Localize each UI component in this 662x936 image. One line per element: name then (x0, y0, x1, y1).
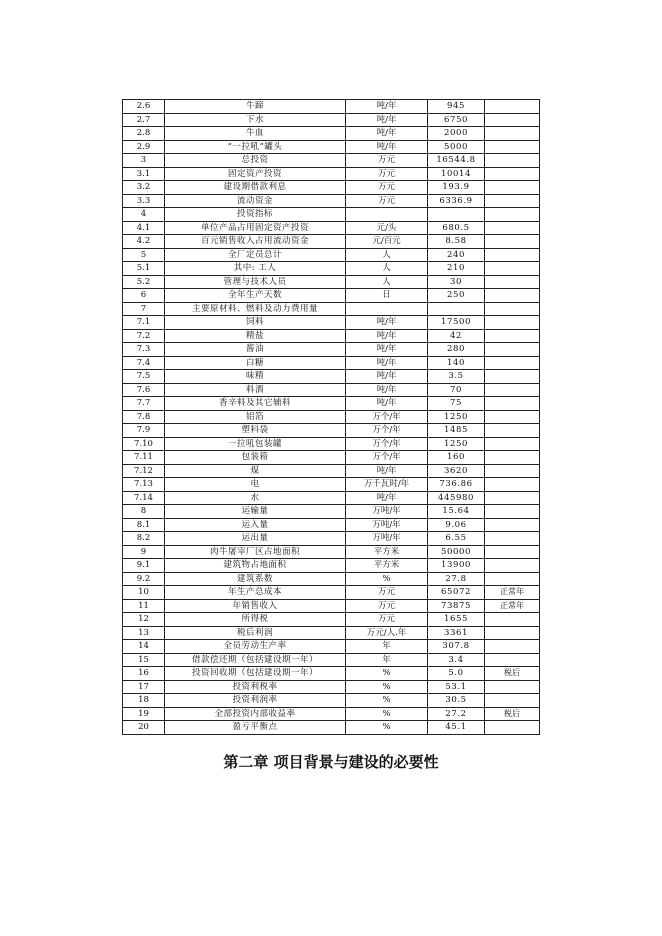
row-item: 水 (165, 491, 346, 505)
row-unit: 平方米 (346, 545, 428, 559)
row-unit: % (346, 694, 428, 708)
table-row (123, 154, 540, 168)
row-note (485, 248, 540, 262)
table-row (123, 235, 540, 249)
row-note (485, 113, 540, 127)
row-note (485, 194, 540, 208)
row-item: 包装箱 (165, 451, 346, 465)
row-number: 2.8 (123, 127, 165, 141)
row-note (485, 424, 540, 438)
row-number: 2.9 (123, 140, 165, 154)
table-row (123, 464, 540, 478)
row-unit: 吨/年 (346, 316, 428, 330)
row-item: 精盐 (165, 329, 346, 343)
row-item: 投资利润率 (165, 694, 346, 708)
row-note: 税后 (485, 667, 540, 681)
row-value: 17500 (428, 316, 485, 330)
row-item: 运出量 (165, 532, 346, 546)
row-item: 管理与技术人员 (165, 275, 346, 289)
table-row (123, 329, 540, 343)
row-number: 3.2 (123, 181, 165, 195)
table-row (123, 397, 540, 411)
row-value: 1655 (428, 613, 485, 627)
row-item: 流动资金 (165, 194, 346, 208)
table-row (123, 383, 540, 397)
row-note (485, 680, 540, 694)
row-note (485, 478, 540, 492)
row-item: 铝箔 (165, 410, 346, 424)
table-row (123, 167, 540, 181)
chapter-title: 第二章 项目背景与建设的必要性 (223, 753, 439, 771)
row-unit: 万个/年 (346, 410, 428, 424)
row-item: 料酒 (165, 383, 346, 397)
row-value: 1250 (428, 437, 485, 451)
row-value: 193.9 (428, 181, 485, 195)
row-value: 6750 (428, 113, 485, 127)
row-note (485, 518, 540, 532)
row-value: 307.8 (428, 640, 485, 654)
row-value: 3.5 (428, 370, 485, 384)
row-unit: 万元 (346, 613, 428, 627)
row-unit: 吨/年 (346, 370, 428, 384)
row-note (485, 316, 540, 330)
table-row (123, 451, 540, 465)
row-number: 7.13 (123, 478, 165, 492)
table-row (123, 181, 540, 195)
row-note (485, 464, 540, 478)
row-item: 酱油 (165, 343, 346, 357)
row-unit: 吨/年 (346, 343, 428, 357)
row-number: 5 (123, 248, 165, 262)
table-row (123, 289, 540, 303)
row-value: 5.0 (428, 667, 485, 681)
row-note (485, 100, 540, 114)
row-unit: 吨/年 (346, 329, 428, 343)
row-number: 11 (123, 599, 165, 613)
row-item: 肉牛屠宰厂区占地面积 (165, 545, 346, 559)
row-note (485, 410, 540, 424)
table-row (123, 127, 540, 141)
row-value: 75 (428, 397, 485, 411)
row-note: 税后 (485, 707, 540, 721)
row-note (485, 127, 540, 141)
row-note (485, 154, 540, 168)
row-unit: 万吨/年 (346, 505, 428, 519)
table-row (123, 721, 540, 735)
table-row (123, 545, 540, 559)
table-row (123, 437, 540, 451)
row-unit: 万元 (346, 194, 428, 208)
row-number: 17 (123, 680, 165, 694)
row-unit: 万个/年 (346, 437, 428, 451)
table-row (123, 680, 540, 694)
row-value (428, 302, 485, 316)
row-unit: 年 (346, 653, 428, 667)
row-item: 建筑物占地面积 (165, 559, 346, 573)
row-item: 投资回收期（包括建设期一年） (165, 667, 346, 681)
row-item: 运入量 (165, 518, 346, 532)
row-unit: % (346, 707, 428, 721)
row-number: 7.5 (123, 370, 165, 384)
table-row (123, 248, 540, 262)
row-number: 2.7 (123, 113, 165, 127)
row-value: 680.5 (428, 221, 485, 235)
table-row (123, 559, 540, 573)
row-note (485, 559, 540, 573)
row-item: 味精 (165, 370, 346, 384)
row-unit: 元/百元 (346, 235, 428, 249)
row-unit: 元/头 (346, 221, 428, 235)
row-value: 445980 (428, 491, 485, 505)
table-row (123, 518, 540, 532)
row-note (485, 532, 540, 546)
row-unit: % (346, 680, 428, 694)
row-unit: 万吨/年 (346, 532, 428, 546)
row-unit: 万个/年 (346, 424, 428, 438)
row-number: 7.12 (123, 464, 165, 478)
row-note (485, 613, 540, 627)
table-row (123, 572, 540, 586)
row-value: 70 (428, 383, 485, 397)
row-value: 50000 (428, 545, 485, 559)
row-number: 7.7 (123, 397, 165, 411)
row-note (485, 505, 540, 519)
row-item: 其中: 工人 (165, 262, 346, 276)
row-unit: 万元/人.年 (346, 626, 428, 640)
table-row (123, 505, 540, 519)
table-row (123, 140, 540, 154)
row-note (485, 275, 540, 289)
row-value: 10014 (428, 167, 485, 181)
row-item: 盈亏平衡点 (165, 721, 346, 735)
row-value: 280 (428, 343, 485, 357)
table-row (123, 613, 540, 627)
row-number: 7.1 (123, 316, 165, 330)
table-row (123, 343, 540, 357)
row-note (485, 329, 540, 343)
table-row (123, 424, 540, 438)
table-row (123, 532, 540, 546)
row-number: 3 (123, 154, 165, 168)
row-note: 正常年 (485, 599, 540, 613)
row-number: 7.14 (123, 491, 165, 505)
row-number: 9 (123, 545, 165, 559)
table-row (123, 302, 540, 316)
row-number: 4.2 (123, 235, 165, 249)
table-row (123, 262, 540, 276)
row-value: 1250 (428, 410, 485, 424)
row-unit: 吨/年 (346, 464, 428, 478)
row-item: 年销售收入 (165, 599, 346, 613)
row-item: “一拉吼”罐头 (165, 140, 346, 154)
row-unit (346, 302, 428, 316)
row-value: 27.8 (428, 572, 485, 586)
row-number: 6 (123, 289, 165, 303)
row-value: 15.64 (428, 505, 485, 519)
row-note (485, 370, 540, 384)
row-note (485, 437, 540, 451)
row-note (485, 208, 540, 222)
row-number: 10 (123, 586, 165, 600)
row-value: 3620 (428, 464, 485, 478)
row-number: 3.3 (123, 194, 165, 208)
row-value: 73875 (428, 599, 485, 613)
row-number: 7.11 (123, 451, 165, 465)
row-note (485, 721, 540, 735)
table-row (123, 370, 540, 384)
row-note (485, 383, 540, 397)
row-value: 42 (428, 329, 485, 343)
row-note (485, 343, 540, 357)
table-row (123, 491, 540, 505)
row-item: 全厂定员总计 (165, 248, 346, 262)
row-value: 6336.9 (428, 194, 485, 208)
row-note (485, 694, 540, 708)
row-note (485, 572, 540, 586)
table-row (123, 586, 540, 600)
table-row (123, 356, 540, 370)
table-row (123, 275, 540, 289)
row-number: 20 (123, 721, 165, 735)
row-value: 3.4 (428, 653, 485, 667)
table-row (123, 208, 540, 222)
row-value: 240 (428, 248, 485, 262)
row-unit: 人 (346, 275, 428, 289)
row-unit: 万元 (346, 586, 428, 600)
row-unit: 人 (346, 262, 428, 276)
table-row (123, 316, 540, 330)
row-item: 百元销售收入占用流动资金 (165, 235, 346, 249)
row-note (485, 167, 540, 181)
row-value: 30 (428, 275, 485, 289)
row-item: 单位产品占用固定资产投资 (165, 221, 346, 235)
indicator-table (122, 99, 540, 735)
row-value: 5000 (428, 140, 485, 154)
row-item: 主要原材料、燃料及动力费用量 (165, 302, 346, 316)
row-item: 香辛料及其它辅料 (165, 397, 346, 411)
row-value: 1485 (428, 424, 485, 438)
row-unit: % (346, 572, 428, 586)
row-item: 全部投资内部收益率 (165, 707, 346, 721)
row-value: 6.55 (428, 532, 485, 546)
row-number: 2.6 (123, 100, 165, 114)
row-number: 7.10 (123, 437, 165, 451)
row-unit: 万个/年 (346, 451, 428, 465)
table-row (123, 599, 540, 613)
row-unit: 吨/年 (346, 127, 428, 141)
row-value: 210 (428, 262, 485, 276)
row-value: 53.1 (428, 680, 485, 694)
row-value: 736.86 (428, 478, 485, 492)
row-unit: 万元 (346, 181, 428, 195)
row-number: 5.1 (123, 262, 165, 276)
row-note (485, 640, 540, 654)
row-value (428, 208, 485, 222)
row-unit (346, 208, 428, 222)
row-note (485, 491, 540, 505)
row-number: 3.1 (123, 167, 165, 181)
row-number: 7 (123, 302, 165, 316)
table-row (123, 478, 540, 492)
row-unit: 吨/年 (346, 383, 428, 397)
row-number: 7.4 (123, 356, 165, 370)
row-item: 牛血 (165, 127, 346, 141)
row-note (485, 221, 540, 235)
row-unit: 吨/年 (346, 113, 428, 127)
row-item: 饲料 (165, 316, 346, 330)
row-value: 2000 (428, 127, 485, 141)
row-item: 下水 (165, 113, 346, 127)
row-number: 7.3 (123, 343, 165, 357)
row-note (485, 262, 540, 276)
row-item: 所得税 (165, 613, 346, 627)
row-unit: 万吨/年 (346, 518, 428, 532)
row-number: 8 (123, 505, 165, 519)
row-number: 14 (123, 640, 165, 654)
row-number: 18 (123, 694, 165, 708)
row-note (485, 356, 540, 370)
row-item: 一拉吼包装罐 (165, 437, 346, 451)
row-item: 全员劳动生产率 (165, 640, 346, 654)
table-row (123, 113, 540, 127)
row-number: 9.2 (123, 572, 165, 586)
row-unit: 吨/年 (346, 491, 428, 505)
row-item: 借款偿还期（包括建设期一年） (165, 653, 346, 667)
row-unit: 吨/年 (346, 100, 428, 114)
row-note (485, 451, 540, 465)
row-number: 7.8 (123, 410, 165, 424)
row-note (485, 653, 540, 667)
row-note (485, 235, 540, 249)
row-number: 15 (123, 653, 165, 667)
row-unit: % (346, 667, 428, 681)
row-number: 12 (123, 613, 165, 627)
row-number: 4 (123, 208, 165, 222)
row-unit: 万元 (346, 599, 428, 613)
row-note (485, 181, 540, 195)
row-value: 3361 (428, 626, 485, 640)
row-item: 全年生产天数 (165, 289, 346, 303)
row-note (485, 545, 540, 559)
row-unit: 吨/年 (346, 397, 428, 411)
row-value: 13900 (428, 559, 485, 573)
row-item: 固定资产投资 (165, 167, 346, 181)
table-row (123, 626, 540, 640)
row-value: 140 (428, 356, 485, 370)
table-row (123, 667, 540, 681)
table-row (123, 694, 540, 708)
row-number: 7.6 (123, 383, 165, 397)
row-unit: 吨/年 (346, 356, 428, 370)
row-item: 年生产总成本 (165, 586, 346, 600)
row-note: 正常年 (485, 586, 540, 600)
row-value: 65072 (428, 586, 485, 600)
row-number: 13 (123, 626, 165, 640)
row-value: 8.58 (428, 235, 485, 249)
row-item: 白糖 (165, 356, 346, 370)
row-unit: 万千瓦时/年 (346, 478, 428, 492)
row-number: 8.1 (123, 518, 165, 532)
table-row (123, 707, 540, 721)
row-item: 塑料袋 (165, 424, 346, 438)
row-note (485, 626, 540, 640)
row-unit: 吨/年 (346, 140, 428, 154)
row-item: 投资指标 (165, 208, 346, 222)
row-item: 建筑系数 (165, 572, 346, 586)
row-number: 16 (123, 667, 165, 681)
row-item: 建设期借款利息 (165, 181, 346, 195)
row-unit: 平方米 (346, 559, 428, 573)
row-value: 160 (428, 451, 485, 465)
row-unit: 年 (346, 640, 428, 654)
table-row (123, 640, 540, 654)
table-row (123, 194, 540, 208)
row-number: 19 (123, 707, 165, 721)
table-row (123, 410, 540, 424)
row-number: 7.9 (123, 424, 165, 438)
row-value: 250 (428, 289, 485, 303)
row-number: 5.2 (123, 275, 165, 289)
row-note (485, 302, 540, 316)
row-item: 总投资 (165, 154, 346, 168)
row-value: 30.5 (428, 694, 485, 708)
row-number: 8.2 (123, 532, 165, 546)
row-note (485, 397, 540, 411)
row-number: 9.1 (123, 559, 165, 573)
row-unit: 万元 (346, 154, 428, 168)
row-value: 9.06 (428, 518, 485, 532)
row-unit: 万元 (346, 167, 428, 181)
row-value: 16544.8 (428, 154, 485, 168)
table-row (123, 100, 540, 114)
row-unit: % (346, 721, 428, 735)
row-item: 运输量 (165, 505, 346, 519)
row-note (485, 289, 540, 303)
table-row (123, 653, 540, 667)
row-unit: 日 (346, 289, 428, 303)
row-item: 煤 (165, 464, 346, 478)
indicator-table-body (123, 100, 540, 735)
row-value: 27.2 (428, 707, 485, 721)
table-row (123, 221, 540, 235)
row-item: 税后利润 (165, 626, 346, 640)
row-value: 45.1 (428, 721, 485, 735)
row-item: 投资利税率 (165, 680, 346, 694)
row-item: 电 (165, 478, 346, 492)
row-number: 4.1 (123, 221, 165, 235)
row-number: 7.2 (123, 329, 165, 343)
row-note (485, 140, 540, 154)
row-value: 945 (428, 100, 485, 114)
row-unit: 人 (346, 248, 428, 262)
row-item: 牛蹄 (165, 100, 346, 114)
